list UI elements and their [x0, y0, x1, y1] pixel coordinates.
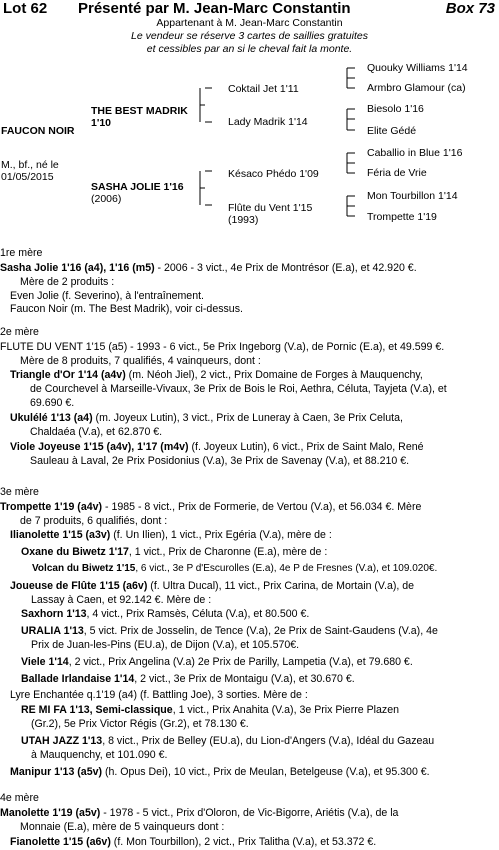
first-dam-line-2: Mère de 2 produits :: [20, 276, 115, 288]
offspring-name: Fianolette 1'15 (a6v): [10, 836, 111, 848]
offspring-record: , 4 vict., Prix Ramsès, Céluta (V.a), et 80.500 €.: [86, 608, 310, 620]
third-dam-line-12: [21, 672, 499, 686]
third-dam-line-2: de 7 produits, 6 qualifiés, dont :: [20, 515, 168, 527]
third-dam-line-7: Lassay à Caen, et 92.142 €. Mère de :: [31, 594, 212, 606]
third-dam-line-17: à Mauquenchy, et 101.090 €.: [31, 749, 168, 761]
offspring-name: Oxane du Biwetz 1'17: [21, 546, 129, 558]
owner-line: Appartenant à M. Jean-Marc Constantin: [156, 17, 343, 29]
offspring-record: , 5 vict. Prix de Josselin, de Tence (V.a), 2e Prix de Saint-Gaudens (V.a), 4e: [83, 625, 438, 637]
offspring-record: (f. Joyeux Lutin), 6 vict., Prix de Saint Malo, René: [188, 441, 424, 453]
third-dam-line-10: Prix de Juan-les-Pins (EU.a), de Dijon (V.a), et 105.570€.: [31, 639, 300, 651]
offspring-record: , 2 vict., 3e Prix de Montaigu (V.a), et 30.670 €.: [134, 673, 355, 685]
first-dam-name: Sasha Jolie 1'16 (a4), 1'16 (m5): [0, 262, 155, 274]
second-dam-line-3: [10, 368, 499, 382]
offspring-record: (f. Mon Tourbillon), 2 vict., Prix Talitha (V.a), et 53.372 €.: [110, 836, 377, 848]
sire-name: THE BEST MADRIK: [91, 105, 188, 117]
ancestor-2: Armbro Glamour (ca): [367, 82, 466, 94]
seller-note-2: et cessibles par an si le cheval fait la monte.: [146, 43, 353, 55]
offspring-record: (m. Joyeux Lutin), 3 vict., Prix de Luneray à Caen, 3e Prix Celuta,: [92, 412, 403, 424]
ancestor-1: Quouky Williams 1'14: [367, 62, 468, 74]
third-dam-record: - 1985 - 8 vict., Prix de Formerie, de Vertou (V.a), et 56.034 €. Mère: [102, 501, 422, 513]
third-dam-line-14: [21, 703, 499, 717]
offspring-name: Ilianolette 1'15 (a3v): [10, 529, 111, 541]
third-dam-line-18: [10, 765, 499, 779]
third-dam-line-5: [32, 562, 499, 576]
offspring-record: , 6 vict., 3e P d'Escurolles (E.a), 4e P de Fresnes (V.a), et 109.020€.: [135, 563, 438, 574]
section-second-dam: 2e mère: [0, 326, 39, 338]
third-dam-line-16: [21, 734, 499, 748]
offspring-name: Ukulélé 1'13 (a4): [10, 412, 93, 424]
offspring-name: Joueuse de Flûte 1'15 (a6v): [10, 580, 148, 592]
offspring-name: Volcan du Biwetz 1'15: [32, 563, 136, 574]
fourth-dam-name: Manolette 1'19 (a5v): [0, 807, 101, 819]
ancestor-7: Mon Tourbillon 1'14: [367, 190, 458, 202]
offspring-name: Ballade Irlandaise 1'14: [21, 673, 135, 685]
offspring-name: UTAH JAZZ 1'13: [21, 735, 103, 747]
third-dam-line-9: [21, 624, 499, 638]
offspring-name: Saxhorn 1'13: [21, 608, 87, 620]
section-fourth-dam: 4e mère: [0, 792, 39, 804]
section-third-dam: 3e mère: [0, 486, 39, 498]
third-dam-line-8: [21, 607, 499, 621]
ancestor-6: Féria de Vrie: [367, 167, 427, 179]
dam-name: SASHA JOLIE 1'16: [91, 181, 184, 193]
lot-number: Lot 62: [3, 0, 48, 17]
ancestor-4: Elite Gédé: [367, 125, 417, 137]
second-dam-line-7: Chaldaéa (V.a), et 62.870 €.: [30, 426, 163, 438]
third-dam-line-4: [21, 545, 499, 559]
ancestor-8: Trompette 1'19: [367, 211, 437, 223]
second-dam-line-6: [10, 411, 499, 425]
third-dam-line-13: Lyre Enchantée q.1'19 (a4) (f. Battling Joe), 3 sorties. Mère de :: [10, 689, 308, 701]
dam-dam-year: (1993): [228, 214, 259, 226]
fourth-dam-line-3: [10, 835, 499, 849]
offspring-record: , 1 vict., Prix Anahita (V.a), 3e Prix Pierre Plazen: [172, 704, 399, 716]
offspring-record: , 8 vict., Prix de Belley (EU.a), du Lion-d'Angers (V.a), Idéal du Gazeau: [102, 735, 435, 747]
second-dam-line-5: 69.690 €.: [30, 397, 75, 409]
horse-description: M., bf., né le: [1, 159, 59, 171]
horse-name: FAUCON NOIR: [1, 125, 75, 137]
third-dam-line-3: [10, 528, 499, 542]
offspring-record: (m. Néoh Jiel), 2 vict., Prix Domaine de Forges à Mauquenchy,: [125, 369, 423, 381]
seller-note-1: Le vendeur se réserve 3 cartes de saillies gratuites: [131, 30, 368, 42]
offspring-record: (f. Un Ilien), 1 vict., Prix Egéria (V.a), mère de :: [110, 529, 332, 541]
offspring-record: , 1 vict., Prix de Charonne (E.a), mère de :: [128, 546, 328, 558]
first-dam-line-1: [0, 261, 494, 275]
offspring-record: (f. Ultra Ducal), 11 vict., Prix Carina, de Mortain (V.a), de: [147, 580, 415, 592]
ancestor-3: Biesolo 1'16: [367, 103, 424, 115]
box-number: Box 73: [445, 0, 495, 17]
fourth-dam-line-1: [0, 806, 494, 820]
horse-birthdate: 01/05/2015: [1, 171, 54, 183]
fourth-dam-record: - 1978 - 5 vict., Prix d'Oloron, de Vic-Bigorre, Ariétis (V.a), de la: [100, 807, 399, 819]
second-dam-line-1: FLUTE DU VENT 1'15 (a5) - 1993 - 6 vict., 5e Prix Ingeborg (V.a), de Pornic (E.a), et 49.599 €.: [0, 341, 445, 353]
offspring-name: Manipur 1'13 (a5v): [10, 766, 103, 778]
ancestor-5: Caballio in Blue 1'16: [367, 147, 463, 159]
third-dam-line-1: [0, 500, 494, 514]
offspring-name: Triangle d'Or 1'14 (a4v): [10, 369, 126, 381]
second-dam-line-4: de Courchevel à Marseille-Vivaux, 3e Prix de Bois le Roi, Aethra, Céluta, Tayjeta (V.a), et: [30, 383, 447, 395]
sire-record: 1'10: [91, 117, 112, 129]
presenter-title: Présenté par M. Jean-Marc Constantin: [78, 0, 351, 17]
first-dam-line-4: Faucon Noir (m. The Best Madrik), voir ci-dessus.: [10, 303, 243, 315]
third-dam-line-15: (Gr.2), 5e Prix Victor Régis (Gr.2), et 78.130 €.: [31, 718, 249, 730]
third-dam-name: Trompette 1'19 (a4v): [0, 501, 103, 513]
offspring-name: Viole Joyeuse 1'15 (a4v), 1'17 (m4v): [10, 441, 189, 453]
second-dam-line-9: Sauleau à Laval, 2e Prix Posidonius (V.a), 3e Prix de Savenay (V.a), et 88.210 €.: [30, 455, 410, 467]
offspring-name: URALIA 1'13: [21, 625, 84, 637]
sire-sire: Coktail Jet 1'11: [228, 83, 299, 95]
second-dam-line-8: [10, 440, 499, 454]
first-dam-line-3: Even Jolie (f. Severino), à l'entraînement.: [10, 290, 204, 302]
first-dam-record: - 2006 - 3 vict., 4e Prix de Montrésor (E.a), et 42.920 €.: [154, 262, 417, 274]
third-dam-line-6: [10, 579, 499, 593]
offspring-name: Viele 1'14: [21, 656, 69, 668]
third-dam-line-11: [21, 655, 499, 669]
second-dam-line-2: Mère de 8 produits, 7 qualifiés, 4 vainqueurs, dont :: [20, 355, 261, 367]
offspring-record: , 2 vict., Prix Angelina (V.a) 2e Prix de Parilly, Lampetia (V.a), et 79.680 €.: [68, 656, 413, 668]
dam-year: (2006): [91, 193, 122, 205]
dam-sire: Késaco Phédo 1'09: [228, 168, 319, 180]
section-first-dam: 1re mère: [0, 247, 43, 259]
sire-dam: Lady Madrik 1'14: [228, 116, 308, 128]
offspring-record: (h. Opus Dei), 10 vict., Prix de Meulan, Betelgeuse (V.a), et 95.300 €.: [102, 766, 430, 778]
fourth-dam-line-2: Monnaie (E.a), mère de 5 vainqueurs dont :: [20, 821, 225, 833]
dam-dam: Flûte du Vent 1'15: [228, 202, 313, 214]
offspring-name: RE MI FA 1'13, Semi-classique: [21, 704, 173, 716]
